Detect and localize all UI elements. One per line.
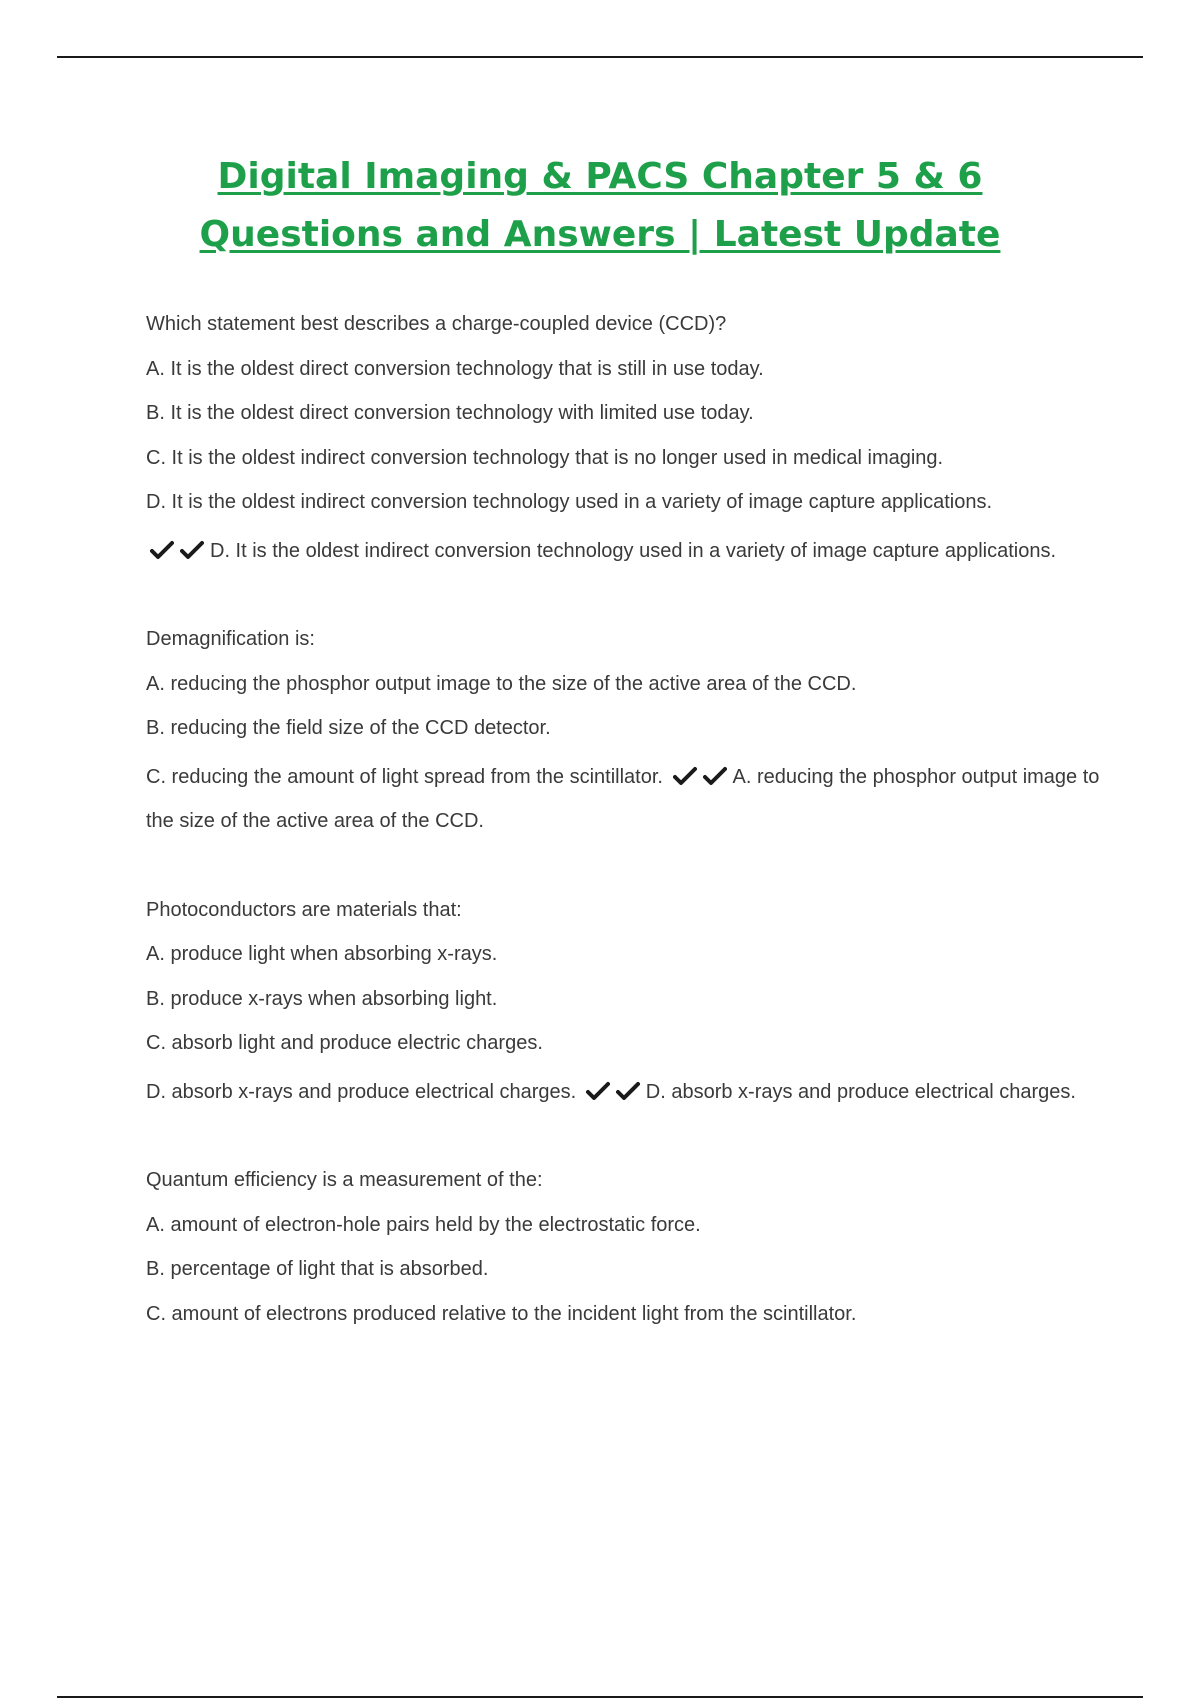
check-icon [703, 764, 727, 788]
option-d: D. absorb x-rays and produce electrical charges. [146, 1080, 577, 1103]
option-c-with-answer [146, 751, 1106, 844]
question-text: Photoconductors are materials that: [146, 898, 462, 921]
option-b: B. reducing the field size of the CCD detector. [146, 717, 551, 739]
check-icon [673, 764, 697, 788]
qa-block-1 [146, 302, 1106, 573]
option-b: B. produce x-rays when absorbing light. [146, 987, 498, 1010]
check-icon [616, 1079, 640, 1103]
top-rule [57, 56, 1143, 58]
qa-block-3 [146, 888, 1106, 1115]
question-text: Demagnification is: [146, 628, 315, 650]
question-text: Quantum efficiency is a measurement of the: [146, 1169, 543, 1191]
document-title [0, 148, 1200, 264]
bottom-rule [57, 1696, 1143, 1698]
answer-text: A. reducing the phosphor output image to the size of the active area of the CCD. [146, 765, 1100, 832]
option-c: C. reducing the amount of light spread from the scintillator. [146, 765, 663, 788]
qa-content [146, 302, 1106, 1380]
answer-text: D. absorb x-rays and produce electrical charges. [645, 1080, 1076, 1103]
question-text: Which statement best describes a charge-coupled device (CCD)? [146, 313, 727, 335]
qa-block-2 [146, 617, 1106, 844]
option-c: C. amount of electrons produced relative to the incident light from the scintillator. [146, 1302, 857, 1325]
qa-block-4 [146, 1158, 1106, 1336]
option-c: C. absorb light and produce electric charges. [146, 1032, 543, 1054]
option-a: A. It is the oldest direct conversion technology that is still in use today. [146, 357, 764, 380]
option-a: A. produce light when absorbing x-rays. [146, 943, 498, 965]
title-line-2: Questions and Answers | Latest Update [199, 214, 1001, 255]
check-icon [150, 538, 174, 562]
option-d-with-answer [146, 1066, 1106, 1115]
option-b: B. It is the oldest direct conversion technology with limited use today. [146, 402, 754, 424]
option-a: A. reducing the phosphor output image to the size of the active area of the CCD. [146, 672, 857, 695]
check-icon [586, 1079, 610, 1103]
answer-text: D. It is the oldest indirect conversion technology used in a variety of image capture applications. [210, 539, 1057, 562]
option-c: C. It is the oldest indirect conversion technology that is no longer used in medical imaging. [146, 446, 944, 469]
option-d: D. It is the oldest indirect conversion technology used in a variety of image capture applications. [146, 491, 993, 513]
option-b: B. percentage of light that is absorbed. [146, 1258, 489, 1280]
answer-line [146, 525, 1106, 574]
check-icon [180, 538, 204, 562]
title-line-1: Digital Imaging & PACS Chapter 5 & 6 [217, 156, 983, 197]
option-a: A. amount of electron-hole pairs held by the electrostatic force. [146, 1213, 701, 1236]
